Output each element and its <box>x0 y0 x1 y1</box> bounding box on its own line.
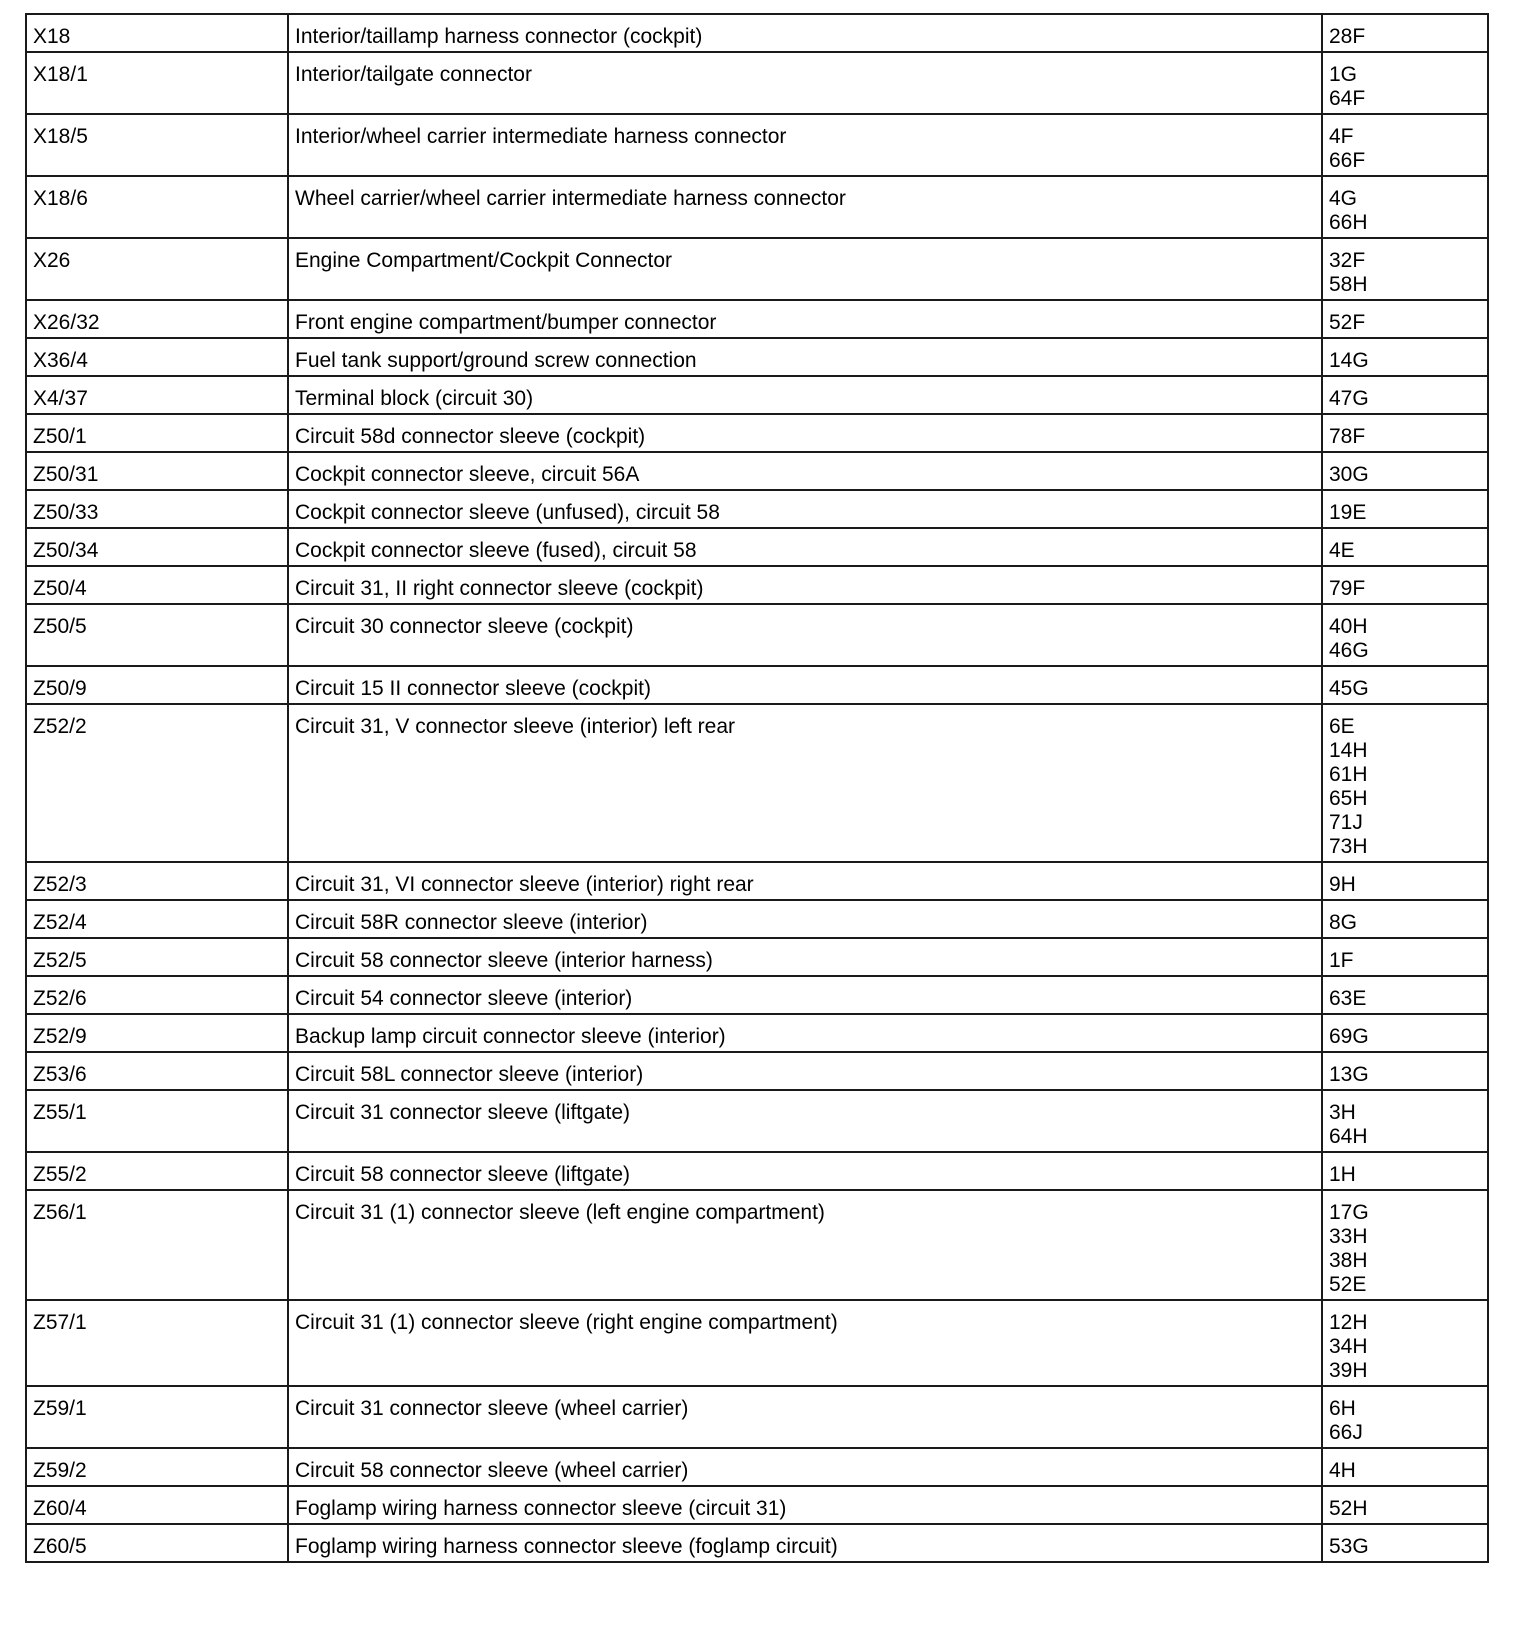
grid-reference: 73H <box>1329 835 1368 858</box>
grid-reference: 14H <box>1329 739 1368 762</box>
grid-reference: 12H <box>1329 1311 1368 1334</box>
grid-references <box>1322 176 1488 238</box>
grid-reference: 30G <box>1329 463 1369 486</box>
grid-reference: 45G <box>1329 677 1369 700</box>
grid-references <box>1322 1486 1488 1524</box>
table-row <box>26 528 1488 566</box>
grid-reference: 46G <box>1329 639 1369 662</box>
table-row <box>26 238 1488 300</box>
table-row <box>26 300 1488 338</box>
grid-references <box>1322 566 1488 604</box>
grid-references <box>1322 414 1488 452</box>
table-row <box>26 1052 1488 1090</box>
component-description: Circuit 31, II right connector sleeve (cockpit) <box>288 566 1322 604</box>
component-code: Z55/2 <box>26 1152 288 1190</box>
table-row <box>26 52 1488 114</box>
grid-reference: 33H <box>1329 1225 1368 1248</box>
grid-references <box>1322 666 1488 704</box>
table-row <box>26 1014 1488 1052</box>
table-row <box>26 704 1488 862</box>
grid-reference: 66F <box>1329 149 1366 172</box>
grid-reference: 14G <box>1329 349 1369 372</box>
table-row <box>26 338 1488 376</box>
grid-reference: 64H <box>1329 1125 1368 1148</box>
grid-references <box>1322 900 1488 938</box>
table-row <box>26 666 1488 704</box>
grid-reference: 65H <box>1329 787 1368 810</box>
grid-reference: 38H <box>1329 1249 1368 1272</box>
grid-references <box>1322 976 1488 1014</box>
grid-reference: 34H <box>1329 1335 1368 1358</box>
component-code: Z50/1 <box>26 414 288 452</box>
grid-references <box>1322 452 1488 490</box>
table-row <box>26 376 1488 414</box>
grid-reference: 1F <box>1329 949 1354 972</box>
grid-reference: 66J <box>1329 1421 1363 1444</box>
component-description: Circuit 58 connector sleeve (interior harness) <box>288 938 1322 976</box>
component-description: Interior/tailgate connector <box>288 52 1322 114</box>
grid-references <box>1322 490 1488 528</box>
component-code: Z50/31 <box>26 452 288 490</box>
grid-reference: 19E <box>1329 501 1367 524</box>
grid-reference: 6E <box>1329 715 1355 738</box>
component-description: Circuit 31, V connector sleeve (interior) left rear <box>288 704 1322 862</box>
component-description: Circuit 31 connector sleeve (liftgate) <box>288 1090 1322 1152</box>
component-description: Circuit 31, VI connector sleeve (interior) right rear <box>288 862 1322 900</box>
grid-reference: 69G <box>1329 1025 1369 1048</box>
table-row <box>26 414 1488 452</box>
component-legend-table <box>25 13 1489 1563</box>
component-description: Wheel carrier/wheel carrier intermediate harness connector <box>288 176 1322 238</box>
grid-reference: 53G <box>1329 1535 1369 1558</box>
component-description: Fuel tank support/ground screw connection <box>288 338 1322 376</box>
table-row <box>26 604 1488 666</box>
component-description: Backup lamp circuit connector sleeve (interior) <box>288 1014 1322 1052</box>
grid-references <box>1322 14 1488 52</box>
grid-references <box>1322 1386 1488 1448</box>
component-code: Z55/1 <box>26 1090 288 1152</box>
grid-references <box>1322 528 1488 566</box>
grid-reference: 78F <box>1329 425 1366 448</box>
grid-reference: 61H <box>1329 763 1368 786</box>
grid-reference: 71J <box>1329 811 1363 834</box>
table-row <box>26 976 1488 1014</box>
component-code: Z50/5 <box>26 604 288 666</box>
component-description: Circuit 54 connector sleeve (interior) <box>288 976 1322 1014</box>
component-description: Interior/taillamp harness connector (cockpit) <box>288 14 1322 52</box>
grid-reference: 4E <box>1329 539 1355 562</box>
grid-reference: 40H <box>1329 615 1368 638</box>
grid-reference: 1H <box>1329 1163 1356 1186</box>
component-description: Circuit 30 connector sleeve (cockpit) <box>288 604 1322 666</box>
component-description: Terminal block (circuit 30) <box>288 376 1322 414</box>
grid-reference: 58H <box>1329 273 1368 296</box>
component-code: Z50/9 <box>26 666 288 704</box>
component-description: Circuit 58 connector sleeve (liftgate) <box>288 1152 1322 1190</box>
grid-reference: 52E <box>1329 1273 1367 1296</box>
component-description: Circuit 15 II connector sleeve (cockpit) <box>288 666 1322 704</box>
component-code: Z52/6 <box>26 976 288 1014</box>
legend-page <box>25 13 1470 1563</box>
grid-reference: 66H <box>1329 211 1368 234</box>
component-description: Cockpit connector sleeve (unfused), circuit 58 <box>288 490 1322 528</box>
table-row <box>26 1090 1488 1152</box>
grid-references <box>1322 338 1488 376</box>
grid-references <box>1322 604 1488 666</box>
component-code: Z59/2 <box>26 1448 288 1486</box>
table-row <box>26 1386 1488 1448</box>
component-description: Circuit 31 (1) connector sleeve (right engine compartment) <box>288 1300 1322 1386</box>
grid-references <box>1322 1014 1488 1052</box>
component-description: Foglamp wiring harness connector sleeve (circuit 31) <box>288 1486 1322 1524</box>
grid-reference: 8G <box>1329 911 1358 934</box>
component-code: X18 <box>26 14 288 52</box>
component-description: Circuit 31 (1) connector sleeve (left engine compartment) <box>288 1190 1322 1300</box>
table-row <box>26 14 1488 52</box>
table-row <box>26 176 1488 238</box>
grid-references <box>1322 938 1488 976</box>
grid-reference: 39H <box>1329 1359 1368 1382</box>
grid-references <box>1322 1152 1488 1190</box>
table-row <box>26 490 1488 528</box>
table-row <box>26 1486 1488 1524</box>
component-code: X4/37 <box>26 376 288 414</box>
grid-references <box>1322 1524 1488 1562</box>
grid-references <box>1322 52 1488 114</box>
component-code: Z60/5 <box>26 1524 288 1562</box>
grid-references <box>1322 1052 1488 1090</box>
component-code: Z53/6 <box>26 1052 288 1090</box>
grid-reference: 63E <box>1329 987 1367 1010</box>
component-code: Z52/4 <box>26 900 288 938</box>
grid-reference: 32F <box>1329 249 1366 272</box>
grid-reference: 1G <box>1329 63 1358 86</box>
component-description: Engine Compartment/Cockpit Connector <box>288 238 1322 300</box>
component-description: Front engine compartment/bumper connector <box>288 300 1322 338</box>
component-code: Z50/33 <box>26 490 288 528</box>
component-code: Z50/34 <box>26 528 288 566</box>
grid-references <box>1322 1448 1488 1486</box>
component-description: Circuit 58R connector sleeve (interior) <box>288 900 1322 938</box>
table-row <box>26 114 1488 176</box>
component-code: X18/6 <box>26 176 288 238</box>
grid-reference: 47G <box>1329 387 1369 410</box>
component-description: Cockpit connector sleeve (fused), circuit 58 <box>288 528 1322 566</box>
grid-reference: 28F <box>1329 25 1366 48</box>
component-code: X36/4 <box>26 338 288 376</box>
component-code: Z50/4 <box>26 566 288 604</box>
grid-references <box>1322 1090 1488 1152</box>
grid-references <box>1322 704 1488 862</box>
legend-table-body <box>26 14 1488 1562</box>
grid-references <box>1322 1300 1488 1386</box>
component-description: Foglamp wiring harness connector sleeve (foglamp circuit) <box>288 1524 1322 1562</box>
grid-references <box>1322 862 1488 900</box>
grid-reference: 64F <box>1329 87 1366 110</box>
grid-references <box>1322 300 1488 338</box>
component-code: Z60/4 <box>26 1486 288 1524</box>
component-code: Z52/9 <box>26 1014 288 1052</box>
component-code: X18/1 <box>26 52 288 114</box>
grid-references <box>1322 238 1488 300</box>
table-row <box>26 1524 1488 1562</box>
table-row <box>26 938 1488 976</box>
grid-references <box>1322 376 1488 414</box>
component-code: Z52/2 <box>26 704 288 862</box>
grid-reference: 13G <box>1329 1063 1369 1086</box>
table-row <box>26 1190 1488 1300</box>
grid-reference: 4F <box>1329 125 1354 148</box>
component-code: Z59/1 <box>26 1386 288 1448</box>
grid-reference: 52H <box>1329 1497 1368 1520</box>
grid-reference: 4G <box>1329 187 1358 210</box>
table-row <box>26 566 1488 604</box>
component-description: Circuit 58d connector sleeve (cockpit) <box>288 414 1322 452</box>
table-row <box>26 862 1488 900</box>
grid-reference: 9H <box>1329 873 1356 896</box>
table-row <box>26 1300 1488 1386</box>
component-description: Circuit 58L connector sleeve (interior) <box>288 1052 1322 1090</box>
table-row <box>26 452 1488 490</box>
component-description: Cockpit connector sleeve, circuit 56A <box>288 452 1322 490</box>
grid-reference: 4H <box>1329 1459 1356 1482</box>
grid-reference: 17G <box>1329 1201 1369 1224</box>
component-code: X26 <box>26 238 288 300</box>
grid-reference: 79F <box>1329 577 1366 600</box>
grid-references <box>1322 1190 1488 1300</box>
component-description: Circuit 58 connector sleeve (wheel carrier) <box>288 1448 1322 1486</box>
table-row <box>26 900 1488 938</box>
grid-reference: 52F <box>1329 311 1366 334</box>
component-code: Z52/5 <box>26 938 288 976</box>
component-code: X26/32 <box>26 300 288 338</box>
table-row <box>26 1152 1488 1190</box>
component-code: X18/5 <box>26 114 288 176</box>
grid-reference: 6H <box>1329 1397 1356 1420</box>
grid-references <box>1322 114 1488 176</box>
component-description: Circuit 31 connector sleeve (wheel carrier) <box>288 1386 1322 1448</box>
table-row <box>26 1448 1488 1486</box>
component-code: Z57/1 <box>26 1300 288 1386</box>
grid-reference: 3H <box>1329 1101 1356 1124</box>
component-description: Interior/wheel carrier intermediate harness connector <box>288 114 1322 176</box>
component-code: Z56/1 <box>26 1190 288 1300</box>
component-code: Z52/3 <box>26 862 288 900</box>
